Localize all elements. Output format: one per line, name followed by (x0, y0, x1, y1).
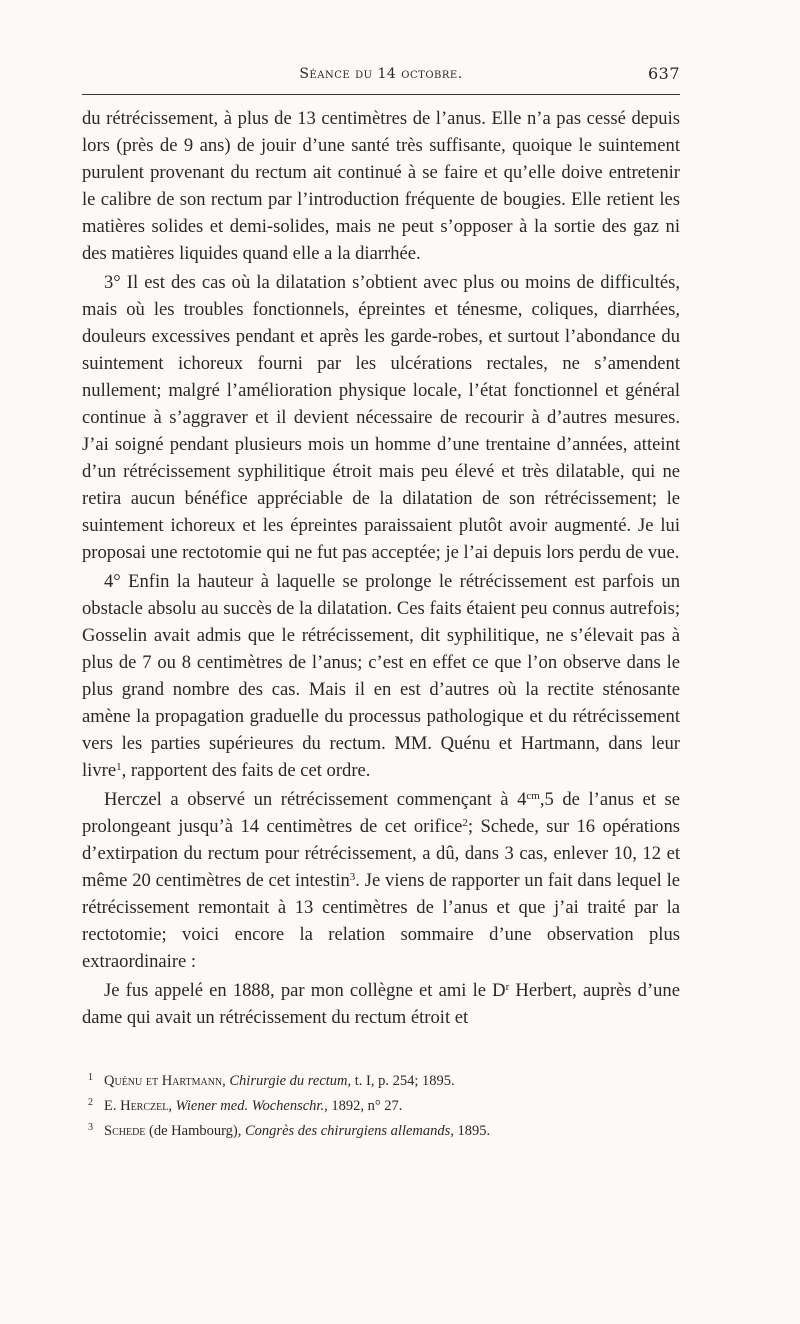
footnotes (82, 1067, 680, 1142)
footnote-ref-1: 1 (116, 761, 122, 773)
footnote-ref-2: 2 (462, 817, 468, 829)
doctor-abbrev: r (505, 981, 510, 993)
running-title-number: 14 (377, 66, 397, 82)
footnote-separator: , (222, 1073, 230, 1089)
paragraph-3-text-b: , rapportent des faits de cet ordre. (121, 760, 371, 781)
footnote-author: E. Herczel (104, 1098, 169, 1114)
footnote-title: Chirurgie du rectum (229, 1073, 348, 1089)
paragraph-4 (82, 786, 680, 975)
running-title-suffix: octobre. (401, 66, 463, 82)
unit-cm: cm (526, 790, 540, 802)
footnote-rest: , 1895. (450, 1123, 491, 1139)
paragraph-4-text-c: ; Schede, sur 16 opérations d’extirpation du rectum pour rétrécissement, a dû, dans 3 cas, enlever 10, 12 et même 20 centimètres de cet intestin (82, 816, 681, 891)
paragraph-3 (82, 568, 680, 784)
running-title (82, 66, 680, 82)
paragraph-2: 3° Il est des cas où la dilatation s’obtient avec plus ou moins de difficultés, mais où les troubles fonctionnels, épreintes et ténesme, coliques, diarrhées, douleurs excessives pendant et après les garde-robes, et surtout l’abondance du suintement ichoreux fourni par les ulcérations rectales, ne s’amendent nullement; malgré l’amélioration physique locale, l’état fonctionnel et général continue à s’aggraver et il devient nécessaire de recourir à d’autres mesures. J’ai soigné pendant plusieurs mois un homme d’une trentaine d’années, atteint d’un rétrécissement syphilitique étroit mais peu élevé et très dilatable, qui ne retira aucun bénéfice appréciable de la dilatation de son rétrécissement; le suintement ichoreux et les épreintes paraissaient plutôt avoir augmenté. Je lui proposai une rectotomie qui ne fut pas acceptée; je l’ai depuis lors perdu de vue. (82, 272, 680, 563)
footnote-2 (82, 1092, 680, 1117)
running-title-prefix: Séance du (299, 66, 373, 82)
paragraph-4-text-b: ,5 de l’anus et se prolongeant jusqu’à 14 centimètres de cet orifice (82, 789, 680, 837)
body-text (82, 105, 680, 1031)
paragraph-5 (82, 977, 680, 1031)
page-number: 637 (647, 64, 680, 83)
footnote-author: Quénu et Hartmann (104, 1073, 223, 1089)
footnote-number: 2 (88, 1097, 93, 1108)
footnote-1 (82, 1067, 680, 1092)
paragraph-4-text-a: Herczel a observé un rétrécissement commençant à 4 (104, 789, 527, 810)
footnote-ref-3: 3 (349, 871, 356, 883)
footnote-3 (82, 1117, 680, 1142)
paragraph-5-text-a: Je fus appelé en 1888, par mon collègne et ami le D (104, 980, 506, 1001)
paragraph-4-text-d: . Je viens de rapporter un fait dans lequel le rétrécissement remontait à 13 centimètres de l’anus et que j’ai traité par la rectotomie; voici encore la relation sommaire d’une observation plus extraordinaire : (82, 870, 680, 972)
header-rule (82, 94, 680, 95)
footnote-rest: , t. I, p. 254; 1895. (347, 1073, 455, 1089)
footnote-title: Wiener med. Wochenschr. (175, 1098, 325, 1114)
book-page (82, 62, 680, 1142)
paragraph-1: du rétrécissement, à plus de 13 centimètres de l’anus. Elle n’a pas cessé depuis lors (près de 9 ans) de jouir d’une santé très suffisante, quoique le suintement purulent provenant du rectum ait continué à se faire et qu’elle doive entretenir le calibre de son rectum par l’introduction fréquente de bougies. Elle retient les matières solides et demi-solides, mais ne peut s’opposer à la sortie des gaz ni des matières liquides quand elle a la diarrhée. (82, 108, 680, 264)
paragraph-5-text-b: Herbert, auprès d’une dame qui avait un rétrécissement du rectum étroit et (82, 980, 680, 1028)
footnote-title: Congrès des chirurgiens allemands (245, 1123, 451, 1139)
page-header (82, 62, 680, 88)
footnote-number: 1 (88, 1072, 93, 1083)
paragraph-3-text-a: 4° Enfin la hauteur à laquelle se prolonge le rétrécissement est parfois un obstacle absolu au succès de la dilatation. Ces faits étaient peu connus autrefois; Gosselin avait admis que le rétrécissement, dit syphilitique, ne s’élevait pas à plus de 7 ou 8 centimètres de l’anus; c’est en effet ce que l’on observe dans le plus grand nombre des cas. Mais il en est d’autres où la rectite sténosante amène la propagation graduelle du processus pathologique et du rétrécissement vers les parties supérieures du rectum. MM. Quénu et Hartmann, dans leur livre (82, 571, 680, 781)
footnote-author: Schede (104, 1123, 146, 1139)
footnote-separator: , (168, 1098, 176, 1114)
footnote-rest: , 1892, n° 27. (324, 1098, 403, 1114)
footnote-number: 3 (88, 1122, 93, 1133)
footnote-separator: (de Hambourg), (145, 1123, 246, 1139)
